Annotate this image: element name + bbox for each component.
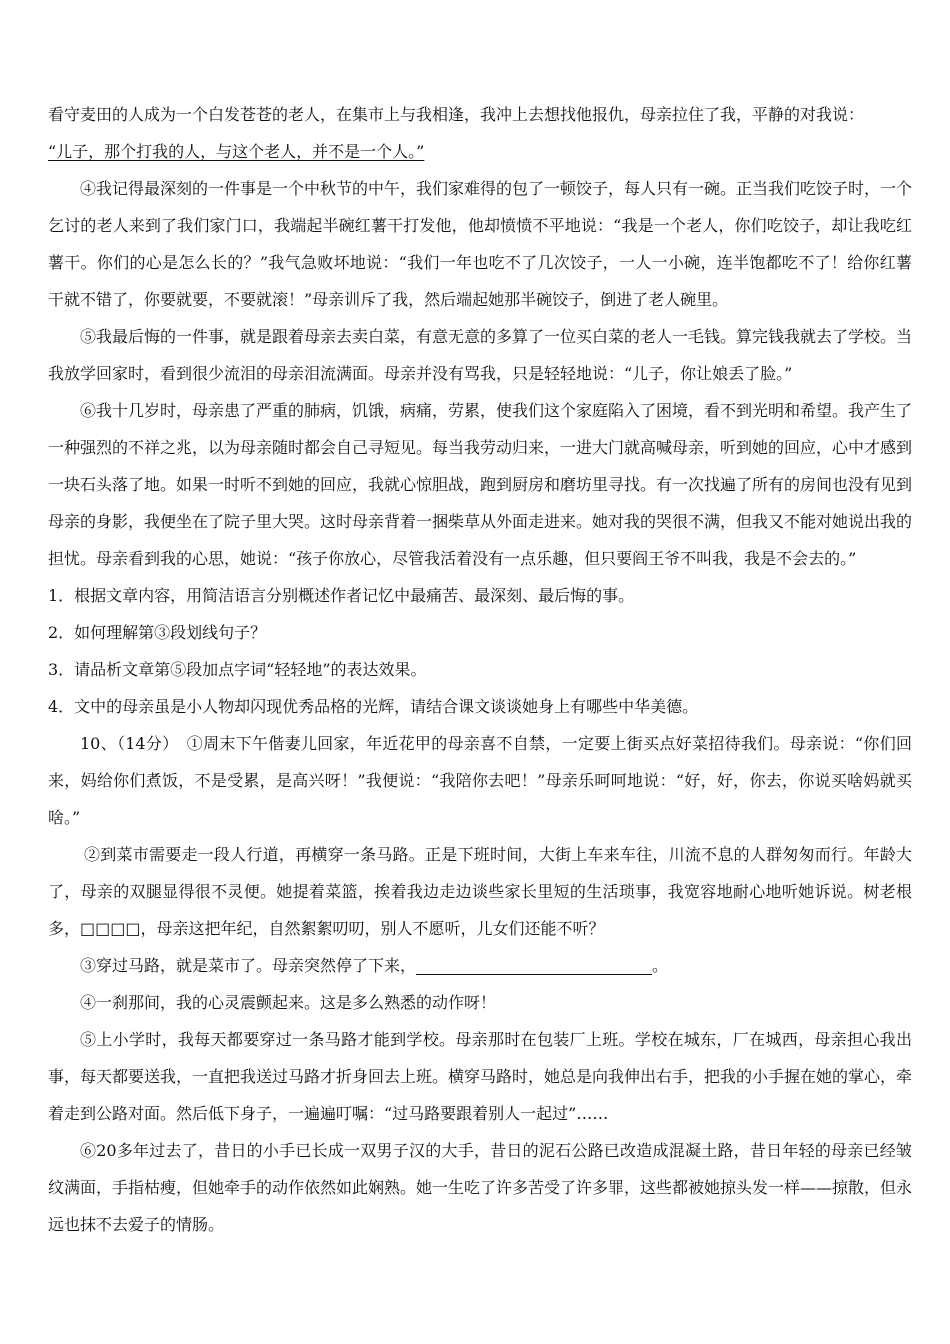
passage10-paragraph-2: ②到菜市需要走一段人行道，再横穿一条马路。正是下班时间，大街上车来车往，川流不息的人群匆匆而行。年龄大了，母亲的双腿显得很不灵便。她提着菜篮，挨着我边走边谈些家长里短的生活琐事，我宽容地耐心地听她诉说。树老根多，□□□□，母亲这把年纪，自然絮絮叨叨，别人不愿听，儿女们还能不听？	[48, 845, 912, 938]
passage9-paragraph-6: ⑥我十几岁时，母亲患了严重的肺病，饥饿，病痛，劳累，使我们这个家庭陷入了困境，看不到光明和希望。我产生了一种强烈的不祥之兆，以为母亲随时都会自己寻短见。每当我劳动归来，一进大门就高喊母亲，听到她的回应，心中才感到一块石头落了地。如果一时听不到她的回应，我就心惊胆战，跑到厨房和磨坊里寻找。有一次找遍了所有的房间也没有见到母亲的身影，我便坐在了院子里大哭。这时母亲背着一捆柴草从外面走进来。她对我的哭很不满，但我又不能对她说出我的担忧。母亲看到我的心思，她说：“孩子你放心，尽管我活着没有一点乐趣，但只要阎王爷不叫我，我是不会去的。”	[48, 401, 913, 568]
passage10-paragraph-4: ④一刹那间，我的心灵震颤起来。这是多么熟悉的动作呀！	[80, 993, 497, 1012]
passage10-paragraph-1: 10、（14分） ①周末下午偕妻儿回家，年近花甲的母亲喜不自禁，一定要上街买点好菜招待我们。母亲说：“你们回来，妈给你们煮饭，不是受累，是高兴呀！”我便说：“我陪你去吧！”母亲乐呵呵地说：“好，好，你去，你说买啥妈就买啥。”	[48, 734, 912, 827]
passage10-paragraph-3	[48, 947, 912, 984]
passage10-paragraph-5: ⑤上小学时，我每天都要穿过一条马路才能到学校。母亲那时在包装厂上班。学校在城东，厂在城西，母亲担心我出事，每天都要送我，一直把我送过马路才折身回去上班。横穿马路时，她总是向我伸出右手，把我的小手握在她的掌心，牵着走到公路对面。然后低下身子，一遍遍叮嘱：“过马路要跟着别人一起过”……	[48, 1030, 913, 1123]
paragraph-3-end: 。	[652, 956, 669, 975]
paragraph-3-text: ③穿过马路，就是菜市了。母亲突然停了下来，	[80, 956, 417, 975]
question-1: 1．根据文章内容，用简洁语言分别概述作者记忆中最痛苦、最深刻、最后悔的事。	[48, 586, 635, 605]
passage9-paragraph-5: ⑤我最后悔的一件事，就是跟着母亲去卖白菜，有意无意的多算了一位买白菜的老人一毛钱。算完钱我就去了学校。当我放学回家时，看到很少流泪的母亲泪流满面。母亲并没有骂我，只是轻轻地说：“儿子，你让娘丢了脸。”	[48, 327, 913, 383]
underlined-sentence: “儿子，那个打我的人，与这个老人，并不是一个人。”	[48, 142, 425, 161]
passage9-top-line: 看守麦田的人成为一个白发苍苍的老人，在集市上与我相逢，我冲上去想找他报仇，母亲拉住了我，平静的对我说：	[48, 105, 865, 124]
question-3: 3．请品析文章第⑤段加点字词“轻轻地”的表达效果。	[48, 660, 427, 679]
passage9-top-quote	[48, 133, 912, 170]
fill-in-blank[interactable]	[416, 954, 652, 975]
passage9-paragraph-4: ④我记得最深刻的一件事是一个中秋节的中午，我们家难得的包了一顿饺子，每人只有一碗。正当我们吃饺子时，一个乞讨的老人来到了我们家门口，我端起半碗红薯干打发他，他却愤愤不平地说：“我是一个老人，你们吃饺子，却让我吃红薯干。你们的心是怎么长的？”我气急败坏地说：“我们一年也吃不了几次饺子，一人一小碗，连半饱都吃不了！给你红薯干就不错了，你要就要，不要就滚！”母亲训斥了我，然后端起她那半碗饺子，倒进了老人碗里。	[48, 179, 913, 309]
question-4: 4．文中的母亲虽是小人物却闪现优秀品格的光辉，请结合课文谈谈她身上有哪些中华美德。	[48, 697, 699, 716]
passage10-paragraph-6: ⑥20多年过去了，昔日的小手已长成一双男子汉的大手，昔日的泥石公路已改造成混凝土路，昔日年轻的母亲已经皱纹满面，手指枯瘦，但她牵手的动作依然如此娴熟。她一生吃了许多苦受了许多罪，这些都被她掠头发一样——掠散，但永远也抹不去爱子的情肠。	[48, 1141, 913, 1234]
question-2: 2．如何理解第③段划线句子？	[48, 623, 267, 642]
document-page	[48, 96, 912, 1243]
